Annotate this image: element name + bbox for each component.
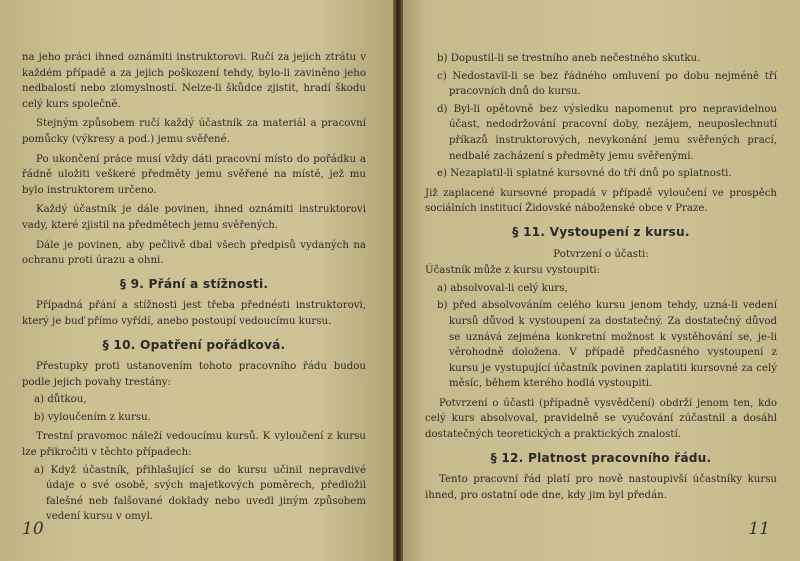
section-9-text: Případná přání a stížnosti jest třeba přednésti instruktorovi, který je buď přímo vyřídí, anebo postoupí vedoucímu kursu.: [22, 300, 366, 327]
paragraph: na jeho práci ihned oznámiti instruktorovi. Ručí za jejich ztrátu v každém případě a za jejich poškození tehdy, bylo-li zaviněno jeho nedbalostí nebo zlomyslností. Nelze-li škůdce zjistit, hradí škodu celý kurs společně.: [22, 52, 366, 110]
section-11-heading: § 11. Vystoupení z kursu.: [512, 224, 690, 239]
list-item: e) Nezaplatil-li splatné kursovné do tří dnů po splatnosti.: [437, 168, 732, 180]
book-gutter: [393, 0, 403, 561]
left-page-text: [22, 50, 366, 525]
section-12-heading: § 12. Platnost pracovního řádu.: [490, 450, 712, 465]
list-item: a) Když účastník, přihlašující se do kursu učinil nepravdivé údaje o své osobě, svých majetkových poměrech, předložil falešné neb falšované doklady nebo uvedl jiným způsobem vedení kursu v omyl.: [34, 464, 366, 523]
paragraph: Po ukončení práce musí vždy dáti pracovní místo do pořádku a řádně uložiti veškeré předměty jemu svěřené na místě, jež mu bylo instruktorem určeno.: [22, 153, 366, 196]
section-10-intro: Přestupky proti ustanovením tohoto pracovního řádu budou podle jejich povahy trestány:: [22, 361, 366, 388]
section-9-heading: § 9. Přání a stížnosti.: [119, 276, 269, 291]
right-page: [403, 0, 800, 561]
section-10-heading: § 10. Opatření pořádková.: [102, 337, 286, 352]
page-number: 10: [22, 519, 44, 539]
section-10-text: Trestní pravomoc náleží vedoucímu kursů. K vyloučení z kursu lze přikročiti v těchto případech:: [22, 431, 366, 459]
section-11-text: Potvrzení o účasti (případně vysvědčení) obdrží jenom ten, kdo celý kurs absolvoval, pravidelně se vyučování zúčastnil a dosáhl dostatečných teoretických a praktických znalostí.: [425, 397, 777, 441]
list-item: b) Dopustil-li se trestního aneb nečestného skutku.: [437, 53, 701, 64]
left-page: [0, 0, 393, 561]
paragraph: Každý účastník je dále povinen, ihned oznámiti instruktorovi vady, které zjistil na předmětech jemu svěřených.: [22, 204, 366, 231]
paragraph: Již zaplacené kursovné propadá v případě vyloučení ve prospěch sociálních institucí Židovské náboženské obce v Praze.: [425, 187, 777, 215]
paragraph: Dále je povinen, aby pečlivě dbal všech předpisů vydaných na ochranu proti úrazu a ohni.: [22, 239, 366, 267]
paragraph: Stejným způsobem ručí každý účastník za materiál a pracovní pomůcky (výkresy a pod.) jemu svěřené.: [22, 118, 366, 145]
page-number: 11: [748, 519, 770, 539]
list-item: d) Byl-li opětovně bez výsledku napomenut pro nepravidelnou účast, nedodržování pracovní doby, nezájem, neuposlechnutí příkazů instruktorových, nevykonání jemu svěřených prací, nedbalé zacházení s předměty jemu svěřenými.: [437, 103, 777, 162]
list-item: b) vyloučením z kursu.: [34, 411, 151, 423]
list-item: b) před absolvováním celého kursu jenom tehdy, uzná-li vedení kursů důvod k vystoupení za dostatečný. Za dostatečný důvod se uznává zejména konkretní možnost k vystěhování se, je-li věrohodně doložena. V případě předčasného vystoupení z kursu je vystupující účastník povinen zaplatiti kursovné za celý měsíc, během kterého hodlá vystoupiti.: [437, 300, 777, 390]
section-12-text: Tento pracovní řád platí pro nově nastoupivší účastníky kursu ihned, pro ostatní ode dne, kdy jim byl předán.: [425, 474, 777, 501]
section-11-intro: Účastník může z kursu vystoupiti:: [425, 265, 601, 277]
section-11-subtitle: Potvrzení o účasti:: [553, 248, 649, 260]
list-item: c) Nedostavil-li se bez řádného omluvení po dobu nejméně tří pracovních dnů do kursu.: [437, 70, 777, 98]
right-page-text: [425, 49, 777, 503]
list-item: a) absolvoval-li celý kurs,: [437, 282, 568, 294]
list-item: a) důtkou,: [34, 394, 87, 406]
